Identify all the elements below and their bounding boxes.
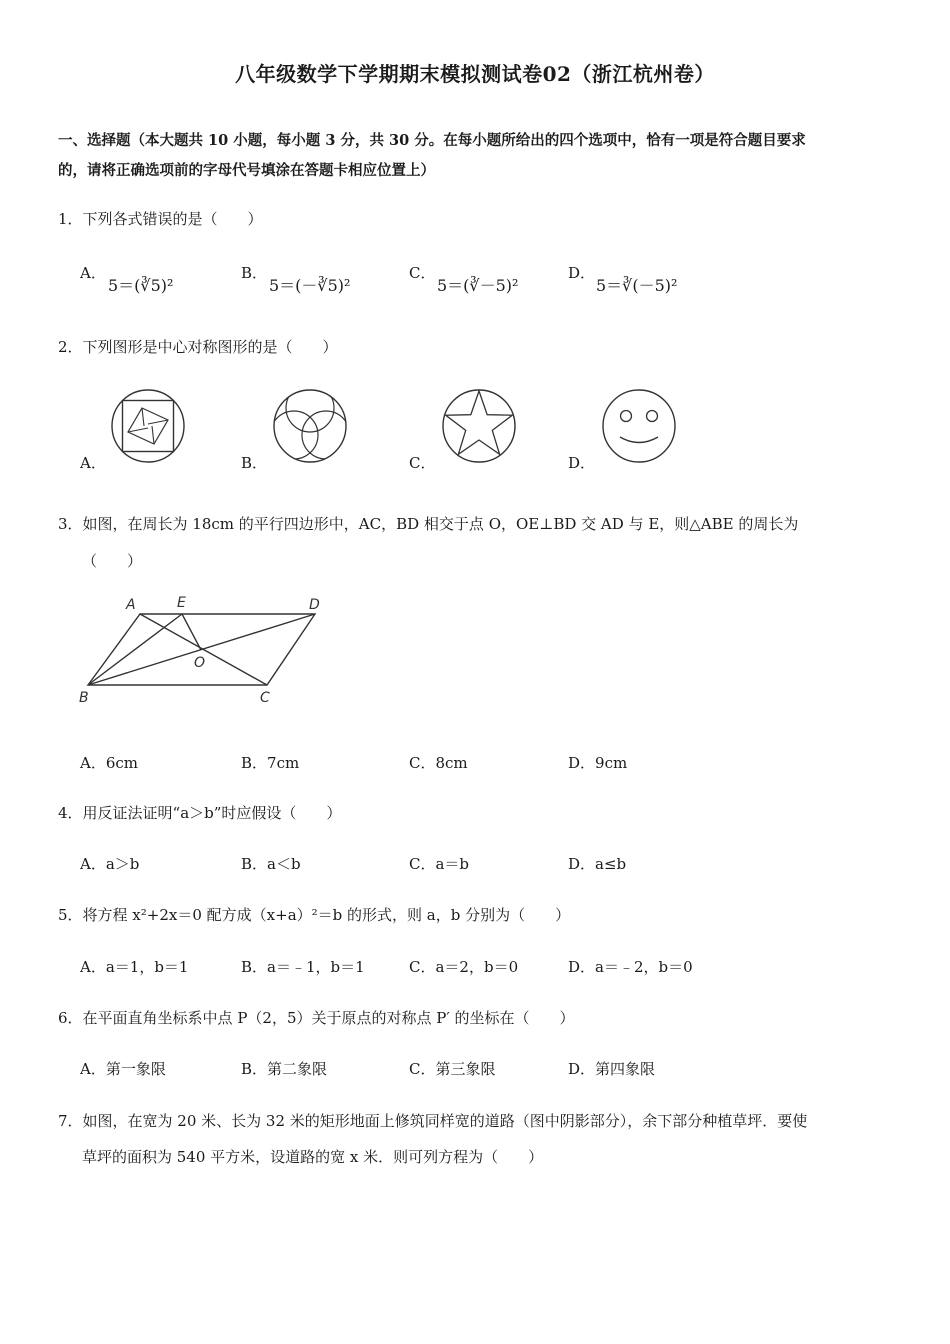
q4-option-d: D．a≤b xyxy=(568,855,627,873)
q3-label-d: D xyxy=(309,597,320,613)
q1-option-c-expr: 5＝(∛－5)² xyxy=(437,276,519,295)
q3-option-b: B．7cm xyxy=(241,754,300,772)
page-title: 八年级数学下学期期末模拟测试卷02（浙江杭州卷） xyxy=(235,62,715,86)
q1-option-c-label: C． xyxy=(409,264,436,282)
q5-option-a: A．a＝1，b＝1 xyxy=(80,958,189,976)
q1-option-a-label: A． xyxy=(80,264,106,282)
q3-option-a: A．6cm xyxy=(80,754,139,772)
q1-option-a-expr: 5＝(∛5)² xyxy=(108,276,174,295)
q2-figure-c xyxy=(441,388,517,464)
q3-label-a: A xyxy=(126,597,136,613)
q6-option-c: C．第三象限 xyxy=(409,1060,496,1078)
q2-option-d-label: D． xyxy=(568,454,596,472)
q3-label-b: B xyxy=(79,690,89,706)
question-3-stem-line-1: 3．如图，在周长为 18cm 的平行四边形中，AC，BD 相交于点 O，OE⊥BD 交 AD 与 E，则△ABE 的周长为 xyxy=(58,515,799,533)
q1-option-b-expr: 5＝(－∛5)² xyxy=(269,276,351,295)
question-5-stem: 5．将方程 x²+2x＝0 配方成（x+a）²＝b 的形式，则 a，b 分别为（ ） xyxy=(58,906,571,924)
q3-parallelogram-figure xyxy=(72,590,342,710)
q2-figure-a xyxy=(110,388,186,464)
q6-option-d: D．第四象限 xyxy=(568,1060,656,1078)
section-instructions xyxy=(58,126,898,186)
q1-option-d-label: D． xyxy=(568,264,596,282)
q1-option-b-label: B． xyxy=(241,264,268,282)
question-7-stem-line-2: 草坪的面积为 540 平方米，设道路的宽 x 米．则可列方程为（ ） xyxy=(82,1148,544,1166)
question-4-stem: 4．用反证法证明“a＞b”时应假设（ ） xyxy=(58,804,342,822)
q4-option-a: A．a＞b xyxy=(80,855,140,873)
question-2-stem: 2．下列图形是中心对称图形的是（ ） xyxy=(58,338,338,356)
q2-option-c-label: C． xyxy=(409,454,436,472)
q3-option-d: D．9cm xyxy=(568,754,628,772)
q3-label-e: E xyxy=(177,595,186,611)
q5-option-d: D．a＝﹣2，b＝0 xyxy=(568,958,693,976)
q3-label-c: C xyxy=(260,690,270,706)
q3-option-c: C．8cm xyxy=(409,754,468,772)
q4-option-c: C．a＝b xyxy=(409,855,470,873)
question-7-stem-line-1: 7．如图，在宽为 20 米、长为 32 米的矩形地面上修筑同样宽的道路（图中阴影部分），余下部分种植草坪．要使 xyxy=(58,1112,808,1130)
question-6-stem: 6．在平面直角坐标系中点 P（2，5）关于原点的对称点 P′ 的坐标在（ ） xyxy=(58,1009,575,1027)
q2-option-a-label: A． xyxy=(80,454,106,472)
q2-figure-d xyxy=(600,388,678,464)
q6-option-b: B．第二象限 xyxy=(241,1060,328,1078)
question-1-stem: 1．下列各式错误的是（ ） xyxy=(58,210,263,228)
q2-option-b-label: B． xyxy=(241,454,268,472)
q2-figure-b xyxy=(272,388,348,464)
q6-option-a: A．第一象限 xyxy=(80,1060,166,1078)
q1-option-d-expr: 5＝∛(－5)² xyxy=(596,276,678,295)
q5-option-b: B．a＝﹣1，b＝1 xyxy=(241,958,365,976)
q4-option-b: B．a＜b xyxy=(241,855,301,873)
q5-option-c: C．a＝2，b＝0 xyxy=(409,958,519,976)
section-instructions-line-1: 一、选择题（本大题共 10 小题，每小题 3 分，共 30 分。在每小题所给出的四个选项中，恰有一项是符合题目要求 xyxy=(58,132,806,149)
question-3-stem-line-2: （ ） xyxy=(82,552,143,570)
section-instructions-line-2: 的，请将正确选项前的字母代号填涂在答题卡相应位置上） xyxy=(58,162,435,179)
q3-label-o: O xyxy=(194,655,206,671)
